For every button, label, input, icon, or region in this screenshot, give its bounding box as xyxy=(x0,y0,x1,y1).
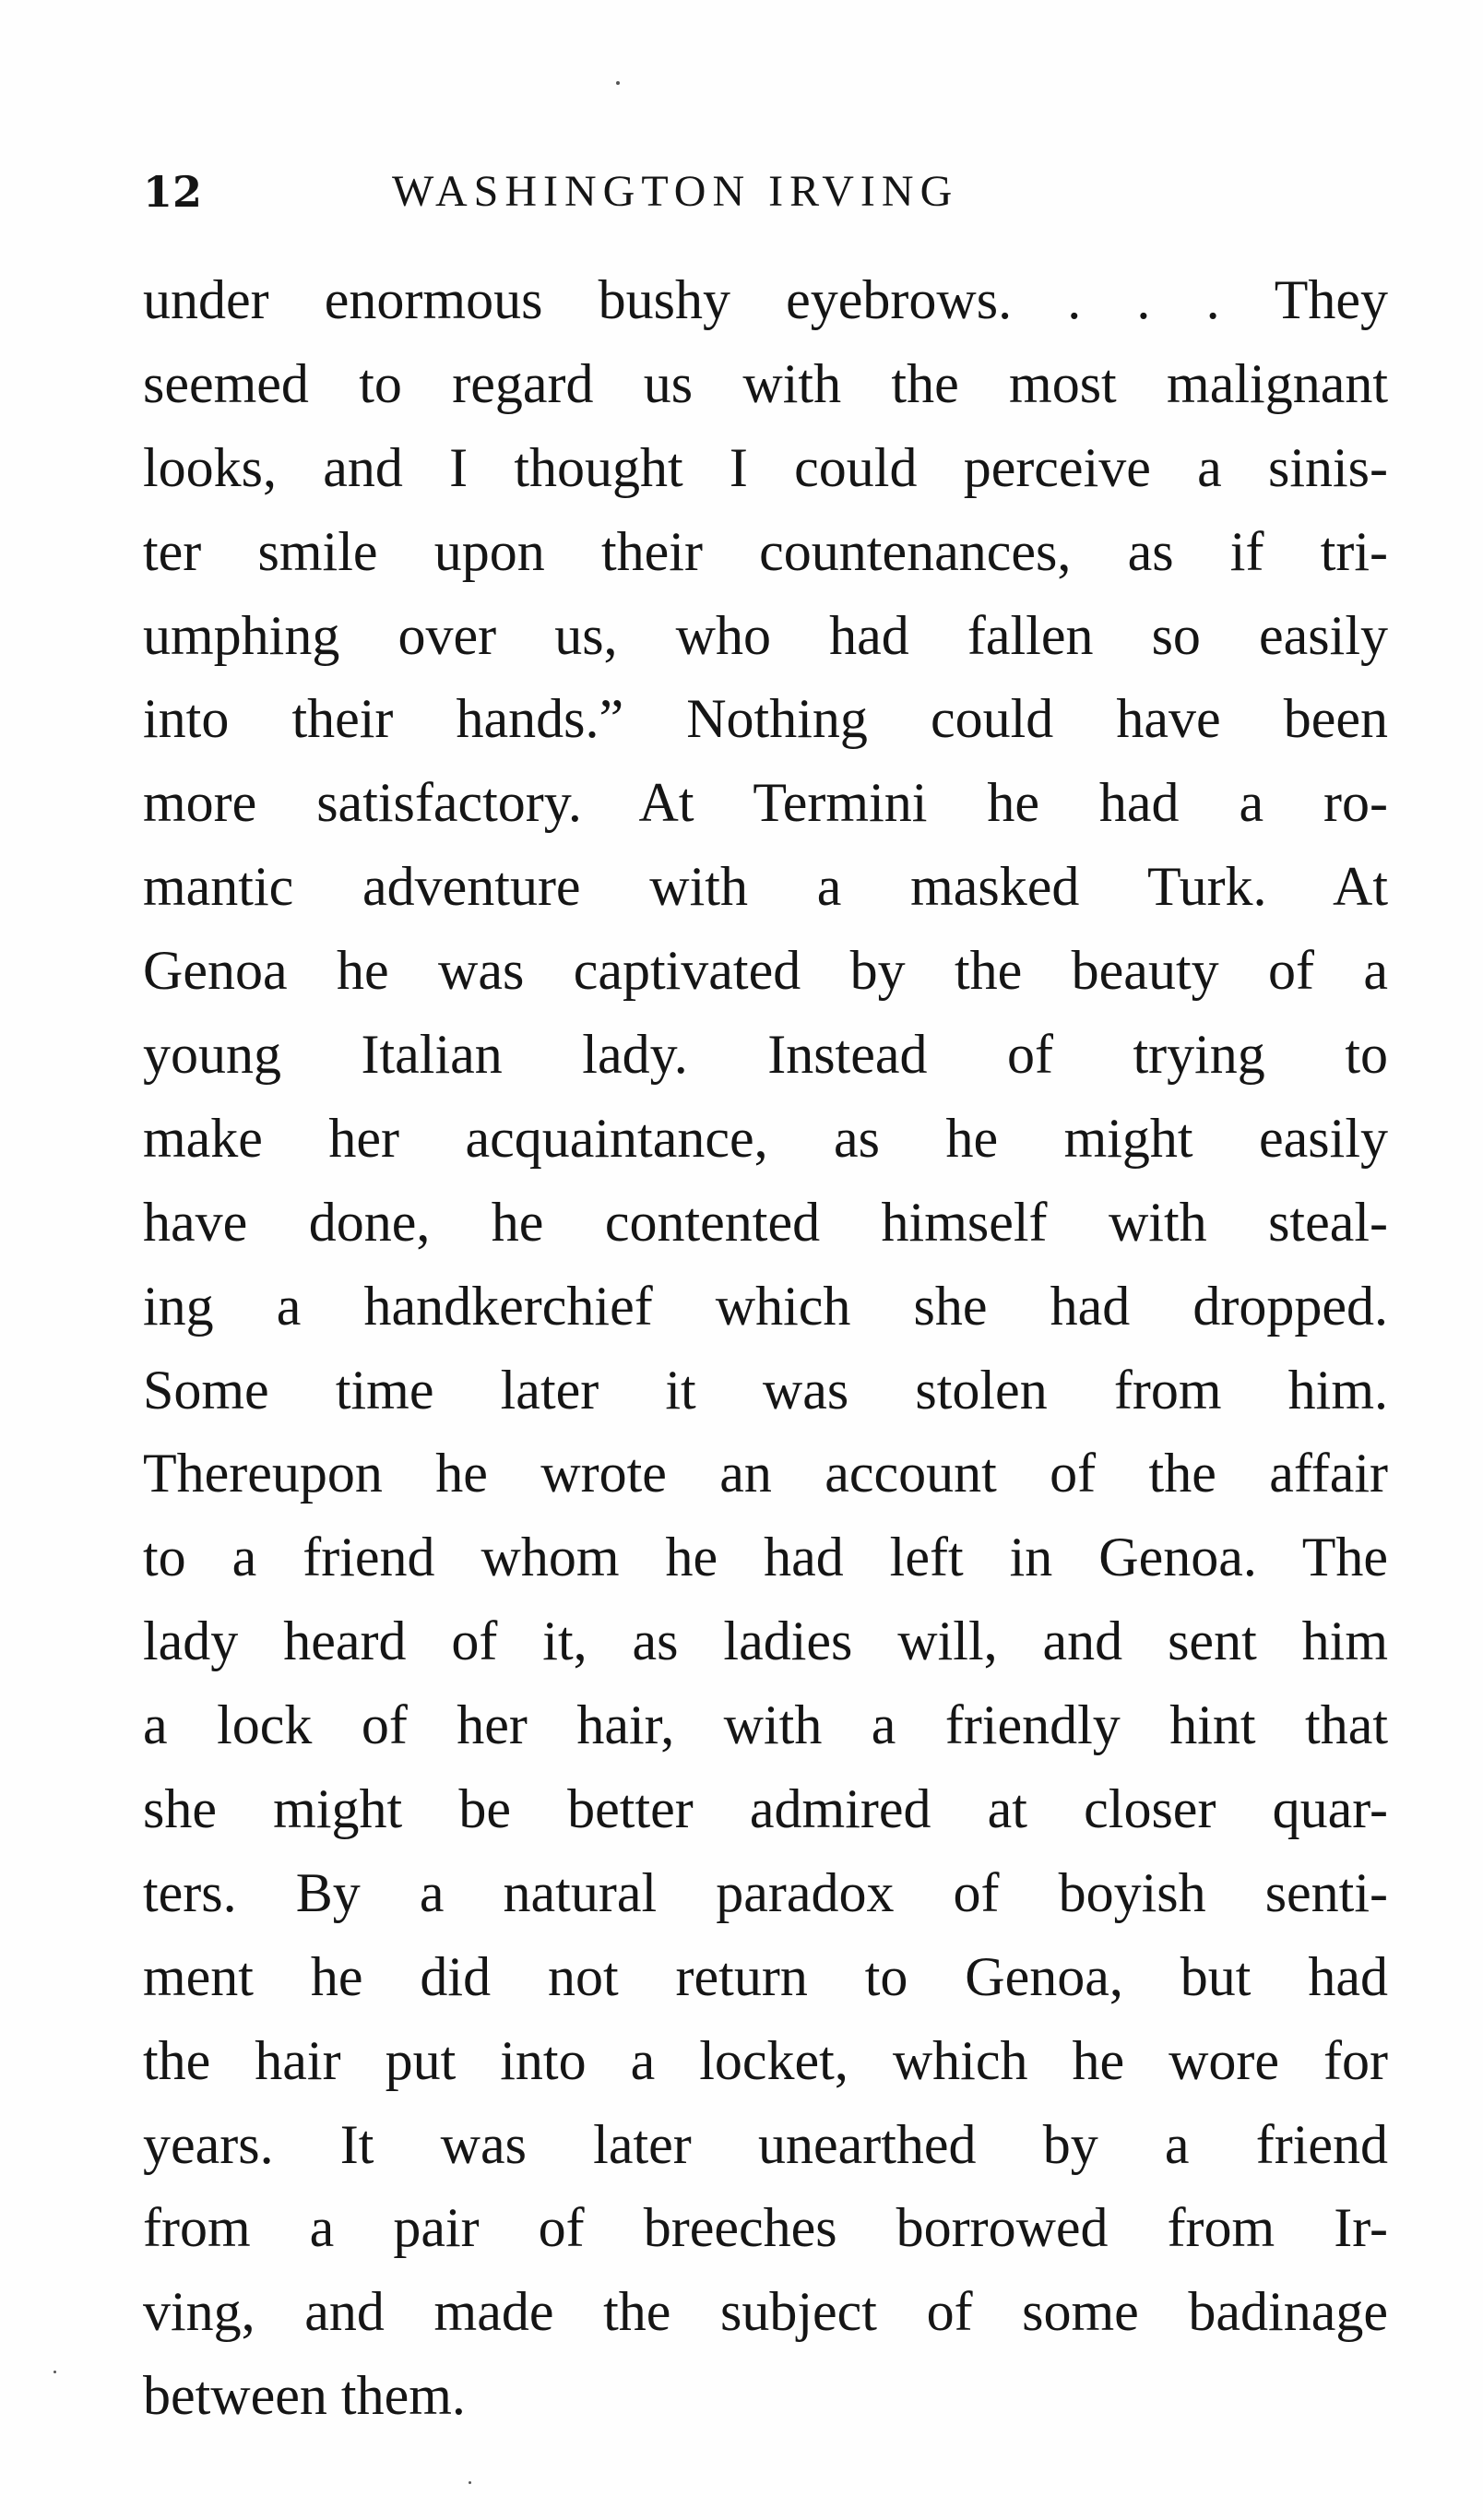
text-line: under enormous bushy eyebrows. . . . They xyxy=(143,269,1388,330)
text-line: make her acquaintance, as he might easily xyxy=(143,1107,1388,1169)
text-line: ter smile upon their countenances, as if tri- xyxy=(143,520,1388,582)
text-line: the hair put into a locket, which he wore for xyxy=(143,2029,1388,2091)
text-line: ving, and made the subject of some badinage xyxy=(143,2281,1388,2343)
paper-speck xyxy=(616,81,620,85)
running-head xyxy=(143,155,1388,229)
paper-speck xyxy=(469,2481,471,2484)
text-line: years. It was later unearthed by a friend xyxy=(143,2113,1388,2175)
text-line: from a pair of breeches borrowed from Ir- xyxy=(143,2197,1388,2259)
text-line: ment he did not return to Genoa, but had xyxy=(143,1945,1388,2007)
text-line: mantic adventure with a masked Turk. At xyxy=(143,856,1388,918)
text-line: have done, he contented himself with steal- xyxy=(143,1191,1388,1253)
running-title: WASHINGTON IRVING xyxy=(392,167,959,216)
text-line: ters. By a natural paradox of boyish senti- xyxy=(143,1861,1388,1923)
text-line: Some time later it was stolen from him. xyxy=(143,1359,1388,1420)
text-line: she might be better admired at closer quar- xyxy=(143,1778,1388,1840)
text-line: seemed to regard us with the most malignant xyxy=(143,352,1388,414)
text-line: to a friend whom he had left in Genoa. The xyxy=(143,1527,1388,1588)
page-number: 12 xyxy=(143,167,203,217)
text-line: Thereupon he wrote an account of the affair xyxy=(143,1443,1388,1504)
text-line: ing a handkerchief which she had dropped. xyxy=(143,1275,1388,1337)
text-line: a lock of her hair, with a friendly hint that xyxy=(143,1694,1388,1756)
text-line: between them. xyxy=(143,2365,466,2427)
text-line: young Italian lady. Instead of trying to xyxy=(143,1024,1388,1086)
body-text xyxy=(143,258,1388,2438)
text-line: into their hands.” Nothing could have been xyxy=(143,688,1388,750)
text-line: Genoa he was captivated by the beauty of a xyxy=(143,940,1388,1002)
text-line: lady heard of it, as ladies will, and sent him xyxy=(143,1611,1388,1672)
text-line: umphing over us, who had fallen so easily xyxy=(143,604,1388,666)
paper-speck xyxy=(53,2371,56,2373)
text-line: looks, and I thought I could perceive a sinis- xyxy=(143,436,1388,498)
text-line: more satisfactory. At Termini he had a ro- xyxy=(143,772,1388,834)
